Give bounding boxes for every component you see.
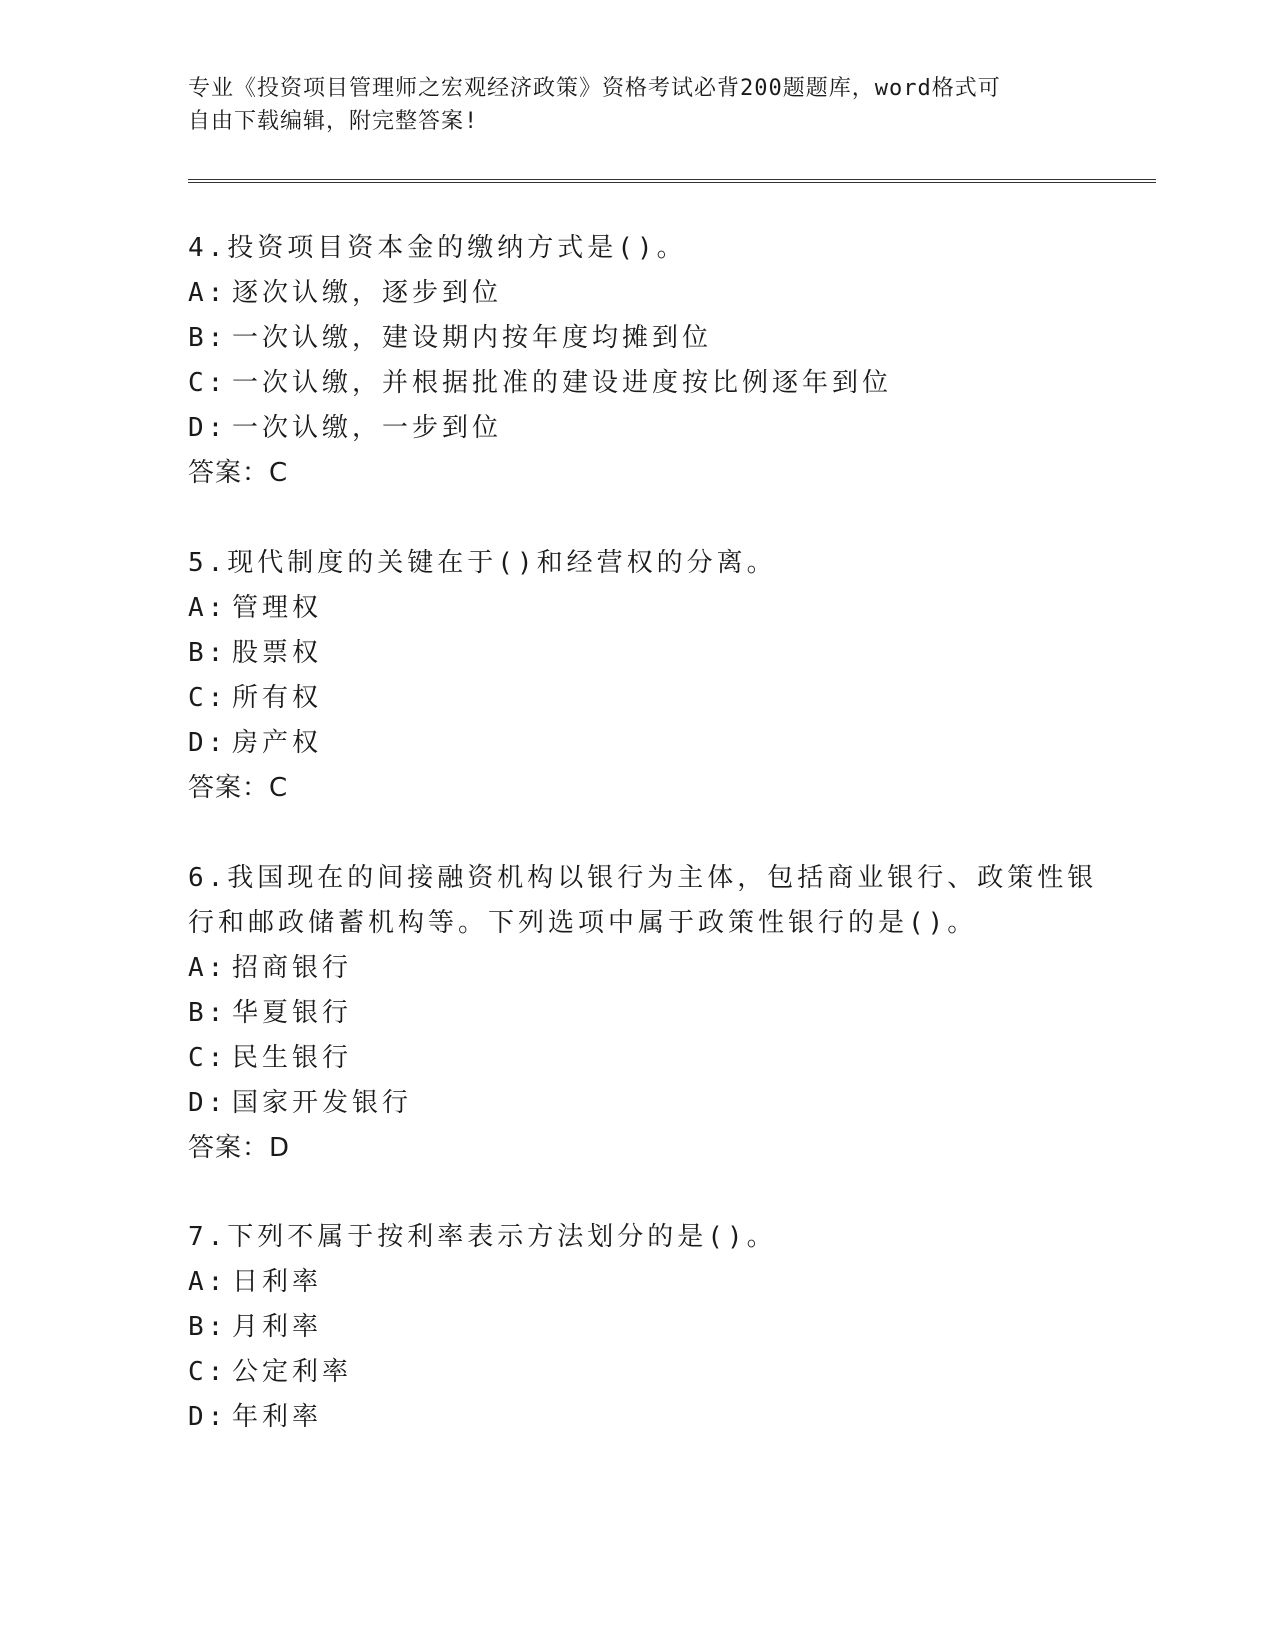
- option-a: [188, 946, 1088, 991]
- question-5: [188, 541, 1088, 811]
- option-letter: D:: [188, 1402, 228, 1432]
- question-6: [188, 856, 1098, 1171]
- option-text: 房产权: [232, 728, 323, 758]
- question-stem-line-1: 6.我国现在的间接融资机构以银行为主体，包括商业银行、政策性银: [188, 863, 1098, 893]
- option-text: 一次认缴，建设期内按年度均摊到位: [232, 323, 713, 353]
- option-a: [188, 586, 1088, 631]
- option-d: [188, 1395, 1088, 1440]
- option-c: [188, 361, 1088, 406]
- option-letter: C:: [188, 368, 228, 398]
- question-stem: 7.下列不属于按利率表示方法划分的是()。: [188, 1222, 777, 1252]
- option-c: [188, 676, 1088, 721]
- answer-text: 答案：C: [188, 773, 289, 803]
- option-text: 日利率: [232, 1267, 323, 1297]
- question-stem: 5.现代制度的关键在于()和经营权的分离。: [188, 548, 777, 578]
- option-letter: C:: [188, 1357, 228, 1387]
- option-text: 招商银行: [232, 953, 353, 983]
- header-line-2: 自由下载编辑，附完整答案!: [188, 109, 479, 134]
- option-text: 逐次认缴，逐步到位: [232, 278, 503, 308]
- option-letter: C:: [188, 1043, 228, 1073]
- option-text: 股票权: [232, 638, 323, 668]
- question-7: [188, 1215, 1088, 1440]
- question-stem: 4.投资项目资本金的缴纳方式是()。: [188, 233, 687, 263]
- option-letter: A:: [188, 278, 228, 308]
- option-letter: A:: [188, 1267, 228, 1297]
- option-letter: A:: [188, 593, 228, 623]
- question-stem-line-2: 行和邮政储蓄机构等。下列选项中属于政策性银行的是()。: [188, 908, 978, 938]
- option-text: 一次认缴，一步到位: [232, 413, 503, 443]
- header-divider: [188, 179, 1156, 183]
- option-d: [188, 1081, 1088, 1126]
- option-letter: B:: [188, 1312, 228, 1342]
- option-letter: D:: [188, 728, 228, 758]
- option-b: [188, 1305, 1088, 1350]
- option-b: [188, 991, 1088, 1036]
- option-d: [188, 721, 1088, 766]
- answer-text: 答案：D: [188, 1133, 291, 1163]
- option-text: 国家开发银行: [232, 1088, 413, 1118]
- option-letter: C:: [188, 683, 228, 713]
- option-b: [188, 316, 1088, 361]
- option-text: 民生银行: [232, 1043, 353, 1073]
- option-text: 月利率: [232, 1312, 323, 1342]
- answer-text: 答案：C: [188, 458, 289, 488]
- option-letter: B:: [188, 998, 228, 1028]
- option-text: 华夏银行: [232, 998, 353, 1028]
- option-text: 所有权: [232, 683, 323, 713]
- option-letter: B:: [188, 323, 228, 353]
- option-c: [188, 1350, 1088, 1395]
- header-line-1: 专业《投资项目管理师之宏观经济政策》资格考试必背200题题库，word格式可: [188, 76, 1001, 101]
- document-header: [188, 72, 1068, 138]
- option-text: 一次认缴，并根据批准的建设进度按比例逐年到位: [232, 368, 893, 398]
- option-b: [188, 631, 1088, 676]
- option-letter: B:: [188, 638, 228, 668]
- option-c: [188, 1036, 1088, 1081]
- option-text: 年利率: [232, 1402, 323, 1432]
- option-a: [188, 271, 1088, 316]
- option-text: 管理权: [232, 593, 323, 623]
- option-letter: A:: [188, 953, 228, 983]
- option-letter: D:: [188, 1088, 228, 1118]
- option-text: 公定利率: [232, 1357, 353, 1387]
- option-a: [188, 1260, 1088, 1305]
- option-d: [188, 406, 1088, 451]
- question-4: [188, 226, 1088, 496]
- option-letter: D:: [188, 413, 228, 443]
